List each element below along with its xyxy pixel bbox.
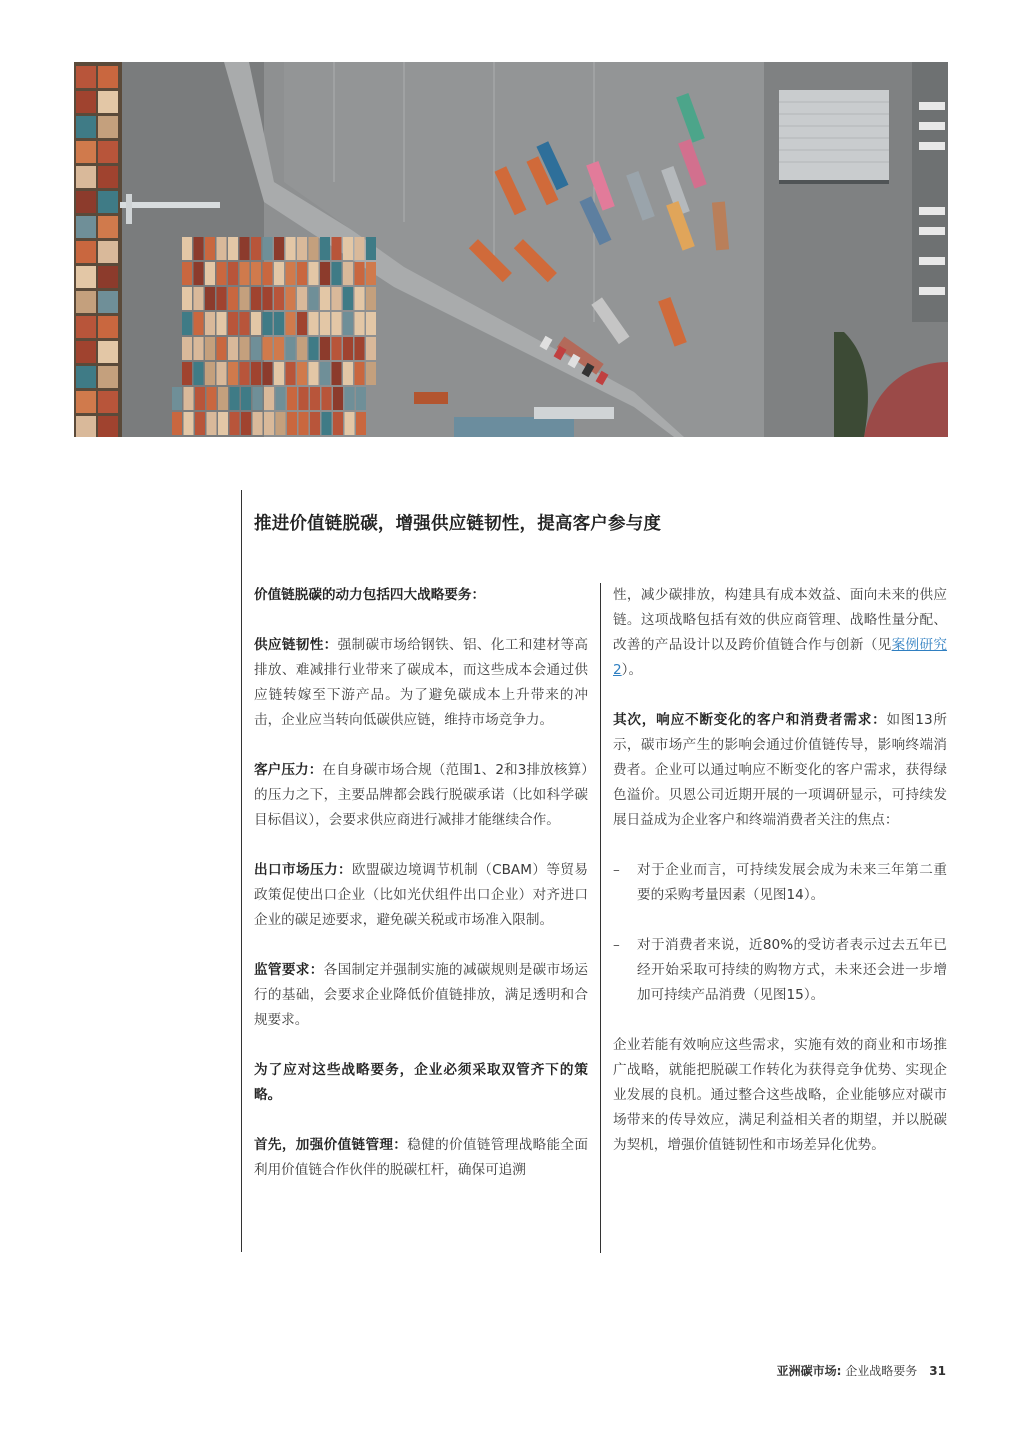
text-continued-end: ）。 <box>621 662 643 678</box>
container-block <box>343 362 353 385</box>
container-block <box>320 337 330 360</box>
container-block <box>366 262 376 285</box>
container-block <box>76 266 96 288</box>
container-block <box>194 362 204 385</box>
intro-paragraph <box>254 583 588 608</box>
container-block <box>217 362 227 385</box>
container-block <box>182 287 192 310</box>
container-block <box>194 287 204 310</box>
container-block <box>332 237 342 260</box>
container-block <box>98 91 118 113</box>
container-block <box>76 366 96 388</box>
container-block <box>182 337 192 360</box>
container-block <box>184 412 194 435</box>
container-block <box>76 391 96 413</box>
container-block <box>98 66 118 88</box>
container-block <box>194 237 204 260</box>
container-block <box>287 387 297 410</box>
container-block <box>287 412 297 435</box>
container-block <box>320 287 330 310</box>
container-block <box>240 237 250 260</box>
container-block <box>263 287 273 310</box>
container-block <box>217 287 227 310</box>
container-block <box>218 412 228 435</box>
container-block <box>217 337 227 360</box>
bullet-item <box>613 858 947 908</box>
container-block <box>184 387 194 410</box>
text-regulatory: 各国制定并强制实施的减碳规则是碳市场运行的基础，会要求企业降低价值链排放，满足透明和合规要求。 <box>254 962 588 1028</box>
container-block <box>241 387 251 410</box>
container-block <box>322 412 332 435</box>
intro-text: 价值链脱碳的动力包括四大战略要务： <box>254 587 486 603</box>
container-block <box>217 312 227 335</box>
label-second: 其次，响应不断变化的客户和消费者需求： <box>613 712 887 728</box>
paragraph-strategy <box>254 1058 588 1108</box>
container-block <box>76 341 96 363</box>
label-customer-pressure: 客户压力： <box>254 762 323 778</box>
container-block <box>286 362 296 385</box>
container-block <box>332 337 342 360</box>
container-block <box>217 262 227 285</box>
container-block <box>366 237 376 260</box>
container-block <box>343 237 353 260</box>
container-block <box>366 337 376 360</box>
container-block <box>240 337 250 360</box>
container-block <box>297 312 307 335</box>
container-block <box>343 287 353 310</box>
container-block <box>332 312 342 335</box>
container-block <box>241 412 251 435</box>
container-block <box>195 412 205 435</box>
text-first: 稳健的价值链管理战略能全面利用价值链合作伙伴的脱碳杠杆，确保可追溯 <box>254 1137 588 1178</box>
container-block <box>320 237 330 260</box>
footer-title-rest: 企业战略要务 <box>841 1364 918 1378</box>
bullet-dash: – <box>613 937 620 953</box>
container-block <box>297 237 307 260</box>
container-block <box>343 312 353 335</box>
container-block <box>228 262 238 285</box>
container-block <box>310 412 320 435</box>
container-block <box>345 412 355 435</box>
container-block <box>240 312 250 335</box>
container-block <box>76 216 96 238</box>
container-block <box>356 387 366 410</box>
container-block <box>263 237 273 260</box>
container-block <box>297 362 307 385</box>
container-block <box>240 362 250 385</box>
container-block <box>320 262 330 285</box>
container-block <box>251 312 261 335</box>
container-block <box>286 262 296 285</box>
container-block <box>274 287 284 310</box>
container-block <box>264 412 274 435</box>
container-block <box>182 237 192 260</box>
container-block <box>263 362 273 385</box>
container-block <box>320 312 330 335</box>
container-block <box>274 362 284 385</box>
container-block <box>76 291 96 313</box>
paragraph-regulatory <box>254 958 588 1033</box>
container-block <box>355 237 365 260</box>
container-block <box>195 387 205 410</box>
container-block <box>98 191 118 213</box>
container-block <box>194 312 204 335</box>
container-block <box>286 312 296 335</box>
container-block <box>276 412 286 435</box>
container-block <box>333 412 343 435</box>
page-number: 31 <box>929 1364 946 1378</box>
container-block <box>263 312 273 335</box>
container-block <box>98 216 118 238</box>
container-block <box>98 316 118 338</box>
container-block <box>251 337 261 360</box>
container-block <box>76 166 96 188</box>
label-supply-chain: 供应链韧性： <box>254 637 338 653</box>
container-block <box>240 262 250 285</box>
container-block <box>76 241 96 263</box>
container-block <box>218 387 228 410</box>
section-heading: 推进价值链脱碳，增强供应链韧性，提高客户参与度 <box>254 514 662 534</box>
paragraph-customer-pressure <box>254 758 588 833</box>
container-block <box>194 262 204 285</box>
container-block <box>286 237 296 260</box>
container-block <box>98 116 118 138</box>
container-block <box>172 387 182 410</box>
container-block <box>332 262 342 285</box>
container-block <box>98 266 118 288</box>
container-block <box>98 341 118 363</box>
text-customer-pressure: 在自身碳市场合规（范围1、2和3排放核算）的压力之下，主要品牌都会践行脱碳承诺（比如科学碳目标倡议），会要求供应商进行减排才能继续合作。 <box>254 762 588 828</box>
container-block <box>274 237 284 260</box>
container-block <box>251 362 261 385</box>
bullet-text-consumer: 对于消费者来说，近80%的受访者表示过去五年已经开始采取可持续的购物方式，未来还会进一步增加可持续产品消费（见图15）。 <box>637 937 947 1003</box>
bullet-dash: – <box>613 862 620 878</box>
container-block <box>253 412 263 435</box>
container-block <box>332 287 342 310</box>
container-block <box>320 362 330 385</box>
case-study-link[interactable]: 案例研究2 <box>613 637 948 678</box>
container-block <box>366 312 376 335</box>
container-block <box>205 237 215 260</box>
left-vertical-rule <box>241 490 242 1252</box>
container-block <box>297 262 307 285</box>
container-block <box>251 237 261 260</box>
container-block <box>343 262 353 285</box>
container-block <box>98 391 118 413</box>
bullet-item <box>613 933 947 1008</box>
container-block <box>309 362 319 385</box>
container-block <box>240 287 250 310</box>
label-regulatory: 监管要求： <box>254 962 324 978</box>
container-block <box>217 237 227 260</box>
container-block <box>309 262 319 285</box>
container-block <box>332 362 342 385</box>
label-export-pressure: 出口市场压力： <box>254 862 353 878</box>
left-column <box>254 583 588 1255</box>
container-block <box>172 412 182 435</box>
container-block <box>207 412 217 435</box>
container-block <box>194 337 204 360</box>
container-block <box>274 262 284 285</box>
container-block <box>98 416 118 437</box>
paragraph-export-pressure <box>254 858 588 933</box>
container-block <box>355 312 365 335</box>
container-block <box>98 141 118 163</box>
container-block <box>333 387 343 410</box>
container-block <box>309 287 319 310</box>
container-block <box>76 141 96 163</box>
container-block <box>230 412 240 435</box>
bullet-text-enterprise: 对于企业而言，可持续发展会成为未来三年第二重要的采购考量因素（见图14）。 <box>637 862 947 903</box>
container-block <box>276 387 286 410</box>
container-block <box>228 237 238 260</box>
page-footer <box>777 1362 946 1379</box>
text-second: 如图13所示，碳市场产生的影响会通过价值链传导，影响终端消费者。企业可以通过响应不断变化的客户需求，获得绿色溢价。贝恩公司近期开展的一项调研显示，可持续发展日益成为企业客户和终端消费者关注的焦点： <box>613 712 947 828</box>
container-block <box>355 287 365 310</box>
container-block <box>263 262 273 285</box>
container-block <box>366 287 376 310</box>
container-block <box>76 116 96 138</box>
right-column <box>613 583 947 1183</box>
text-supply-chain: 强制碳市场给钢铁、铝、化工和建材等高排放、难减排行业带来了碳成本，而这些成本会通过供应链转嫁至下游产品。为了避免碳成本上升带来的冲击，企业应当转向低碳供应链，维持市场竞争力。 <box>254 637 588 728</box>
text-continued: 性，减少碳排放，构建具有成本效益、面向未来的供应链。这项战略包括有效的供应商管理、战略性量分配、改善的产品设计以及跨价值链合作与创新（见 <box>613 587 947 653</box>
container-block <box>297 337 307 360</box>
text-strategy: 为了应对这些战略要务，企业必须采取双管齐下的策略。 <box>254 1062 588 1103</box>
container-block <box>355 262 365 285</box>
container-block <box>299 387 309 410</box>
container-block <box>322 387 332 410</box>
container-block <box>228 287 238 310</box>
footer-title-bold: 亚洲碳市场: <box>776 1364 842 1378</box>
container-block <box>297 287 307 310</box>
paragraph-supply-chain <box>254 633 588 733</box>
container-block <box>251 262 261 285</box>
container-block <box>355 362 365 385</box>
container-block <box>182 362 192 385</box>
container-block <box>98 366 118 388</box>
container-block <box>274 312 284 335</box>
container-block <box>205 262 215 285</box>
container-block <box>299 412 309 435</box>
paragraph-first <box>254 1133 588 1183</box>
container-block <box>76 66 96 88</box>
container-block <box>228 312 238 335</box>
container-block <box>76 91 96 113</box>
container-block <box>309 312 319 335</box>
container-block <box>98 241 118 263</box>
paragraph-second <box>613 708 947 833</box>
container-block <box>356 412 366 435</box>
container-block <box>355 337 365 360</box>
container-block <box>207 387 217 410</box>
container-block <box>309 337 319 360</box>
container-block <box>345 387 355 410</box>
container-block <box>76 316 96 338</box>
container-block <box>286 337 296 360</box>
aerial-port-photo <box>74 62 948 437</box>
container-block <box>286 287 296 310</box>
column-divider <box>600 583 601 1253</box>
text-conclusion: 企业若能有效响应这些需求，实施有效的商业和市场推广战略，就能把脱碳工作转化为获得竞争优势、实现企业发展的良机。通过整合这些战略，企业能够应对碳市场带来的传导效应，满足利益相关者的期望，并以脱碳为契机，增强价值链韧性和市场差异化优势。 <box>613 1037 947 1153</box>
container-block <box>309 237 319 260</box>
container-block <box>98 166 118 188</box>
container-block <box>343 337 353 360</box>
container-block <box>76 416 96 437</box>
container-block <box>263 337 273 360</box>
container-block <box>182 262 192 285</box>
container-block <box>205 287 215 310</box>
container-block <box>76 191 96 213</box>
container-block <box>205 362 215 385</box>
text-export-pressure: 欧盟碳边境调节机制（CBAM）等贸易政策促使出口企业（比如光伏组件出口企业）对齐进口企业的碳足迹要求，避免碳关税或市场准入限制。 <box>254 862 588 928</box>
container-block <box>182 312 192 335</box>
container-block <box>205 312 215 335</box>
paragraph-continued <box>613 583 947 683</box>
paragraph-conclusion <box>613 1033 947 1158</box>
container-block <box>205 337 215 360</box>
container-block <box>253 387 263 410</box>
container-block <box>366 362 376 385</box>
label-first: 首先，加强价值链管理： <box>254 1137 408 1153</box>
container-block <box>230 387 240 410</box>
container-block <box>228 362 238 385</box>
container-block <box>251 287 261 310</box>
container-block <box>264 387 274 410</box>
container-block <box>228 337 238 360</box>
container-block <box>274 337 284 360</box>
container-block <box>310 387 320 410</box>
container-block <box>98 291 118 313</box>
